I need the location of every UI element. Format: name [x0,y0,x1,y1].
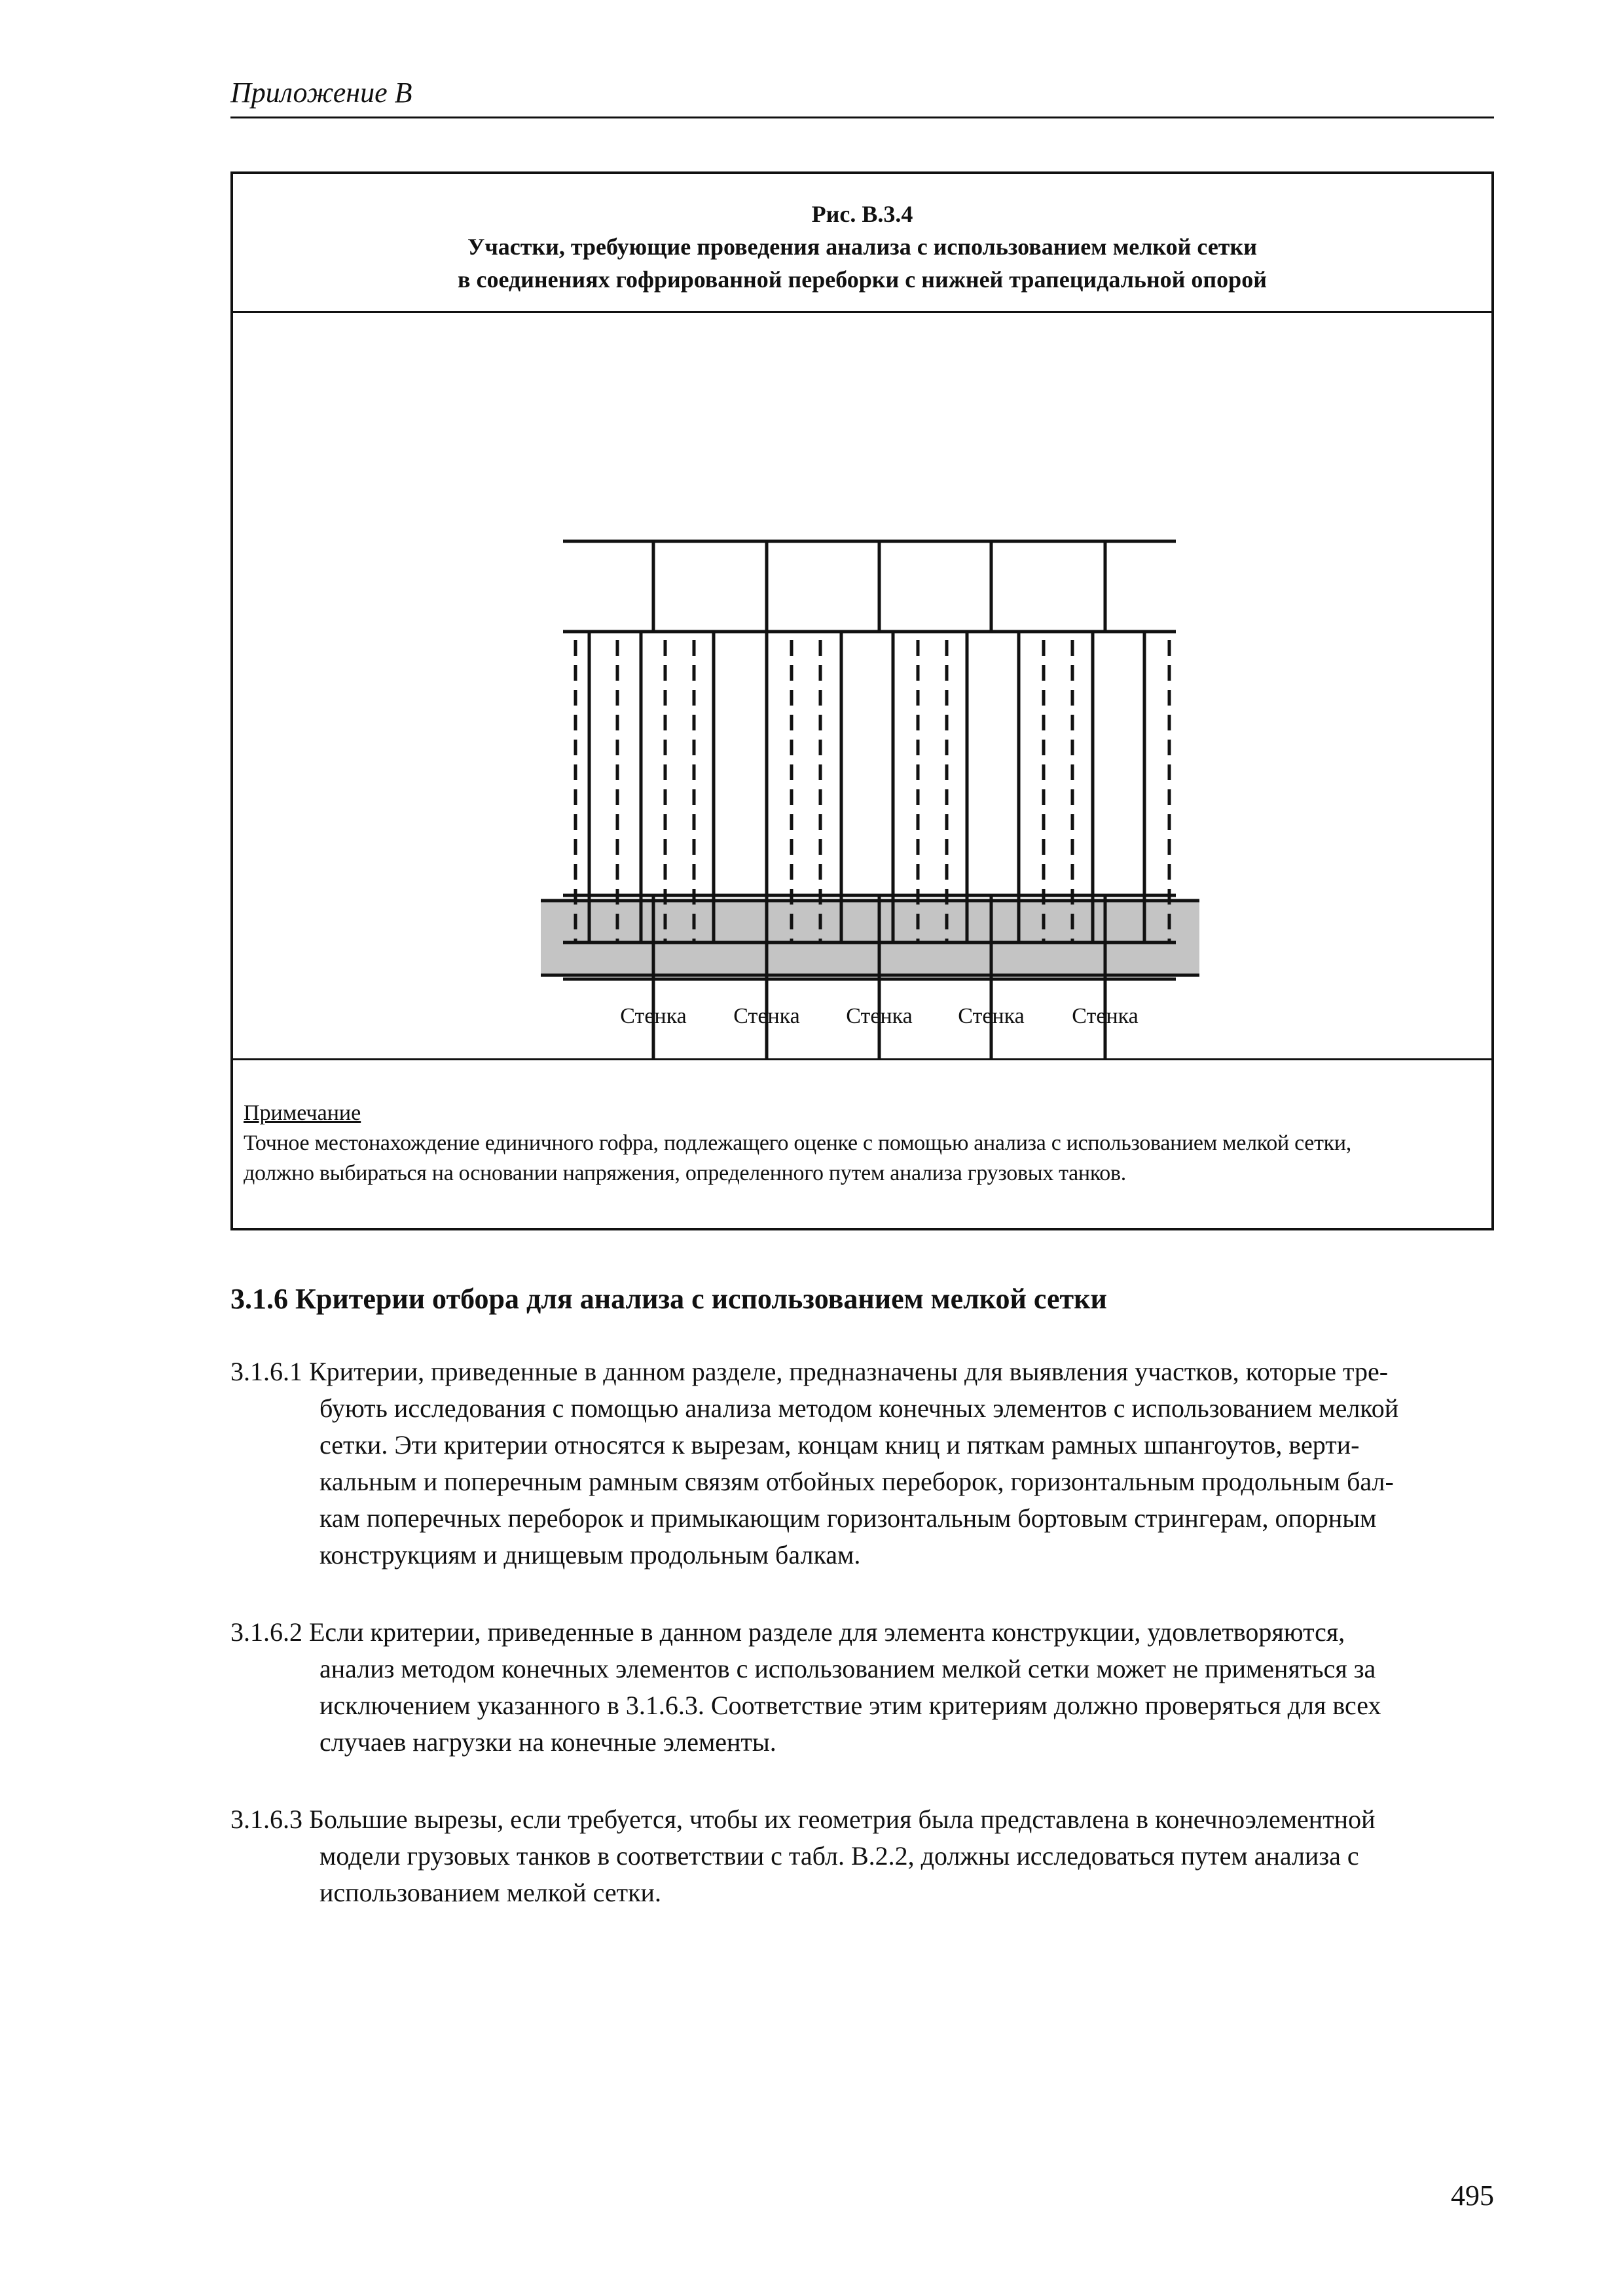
para-2-line-2: анализ методом конечных элементов с использованием мелкой сетки может не применяться за [319,1654,1376,1683]
paragraph-3-1-6-3 [230,1801,1494,1911]
figure-number: Рис. В.3.4 [811,201,913,227]
note-line-2: должно выбираться на основании напряжения, определенного путем анализа грузовых танков. [244,1161,1126,1185]
para-1-line-6: конструкциям и днищевым продольным балкам. [319,1540,861,1570]
para-2-line-1: 3.1.6.2 Если критерии, приведенные в данном разделе для элемента конструкции, удовлетворяются, [230,1617,1345,1647]
section-heading: 3.1.6 Критерии отбора для анализа с использованием мелкой сетки [230,1283,1107,1315]
paragraph-3-1-6-2 [230,1614,1494,1761]
web-label-3: Стенка [846,1004,913,1028]
note-title: Примечание [244,1101,361,1125]
note-line-1: Точное местонахождение единичного гофра, подлежащего оценке с помощью анализа с использованием мелкой сетки, [244,1131,1351,1155]
figure-frame [230,171,1494,1230]
para-3-line-3: использованием мелкой сетки. [319,1878,661,1907]
para-2-line-3: исключением указанного в 3.1.6.3. Соответствие этим критериям должно проверяться для всех [319,1691,1381,1720]
web-label-5: Стенка [1072,1004,1139,1028]
para-1-line-5: кам поперечных переборок и примыкающим горизонтальным бортовым стрингерам, опорным [319,1503,1377,1533]
web-label-4: Стенка [958,1004,1025,1028]
bulkhead-diagram-bottom [233,174,1491,1058]
header-title: Приложение В [230,77,412,109]
figure-note [233,1058,1491,1228]
page-header [230,73,1494,118]
web-label-2: Стенка [733,1004,800,1028]
figure-title-line-2: в соединениях гофрированной переборки с нижней трапецидальной опорой [458,266,1267,293]
para-3-line-2: модели грузовых танков в соответствии с табл. В.2.2, должны исследоваться путем анализа с [319,1841,1359,1871]
para-1-line-2: бують исследования с помощью анализа методом конечных элементов с использованием мелкой [319,1393,1399,1423]
para-3-line-1: 3.1.6.3 Большие вырезы, если требуется, чтобы их геометрия была представлена в конечноэлементной [230,1804,1376,1834]
para-1-line-1: 3.1.6.1 Критерии, приведенные в данном разделе, предназначены для выявления участков, которые тре- [230,1357,1389,1386]
para-1-line-3: сетки. Эти критерии относятся к вырезам, концам книц и пяткам рамных шпангоутов, верти- [319,1430,1360,1460]
paragraph-3-1-6-1 [230,1354,1494,1573]
page-number: 495 [1451,2179,1494,2212]
figure-title-line-1: Участки, требующие проведения анализа с использованием мелкой сетки [467,234,1257,260]
para-2-line-4: случаев нагрузки на конечные элементы. [319,1727,776,1757]
web-label-1: Стенка [620,1004,687,1028]
para-1-line-4: кальным и поперечным рамным связям отбойных переборок, горизонтальным продольным бал- [319,1467,1394,1496]
